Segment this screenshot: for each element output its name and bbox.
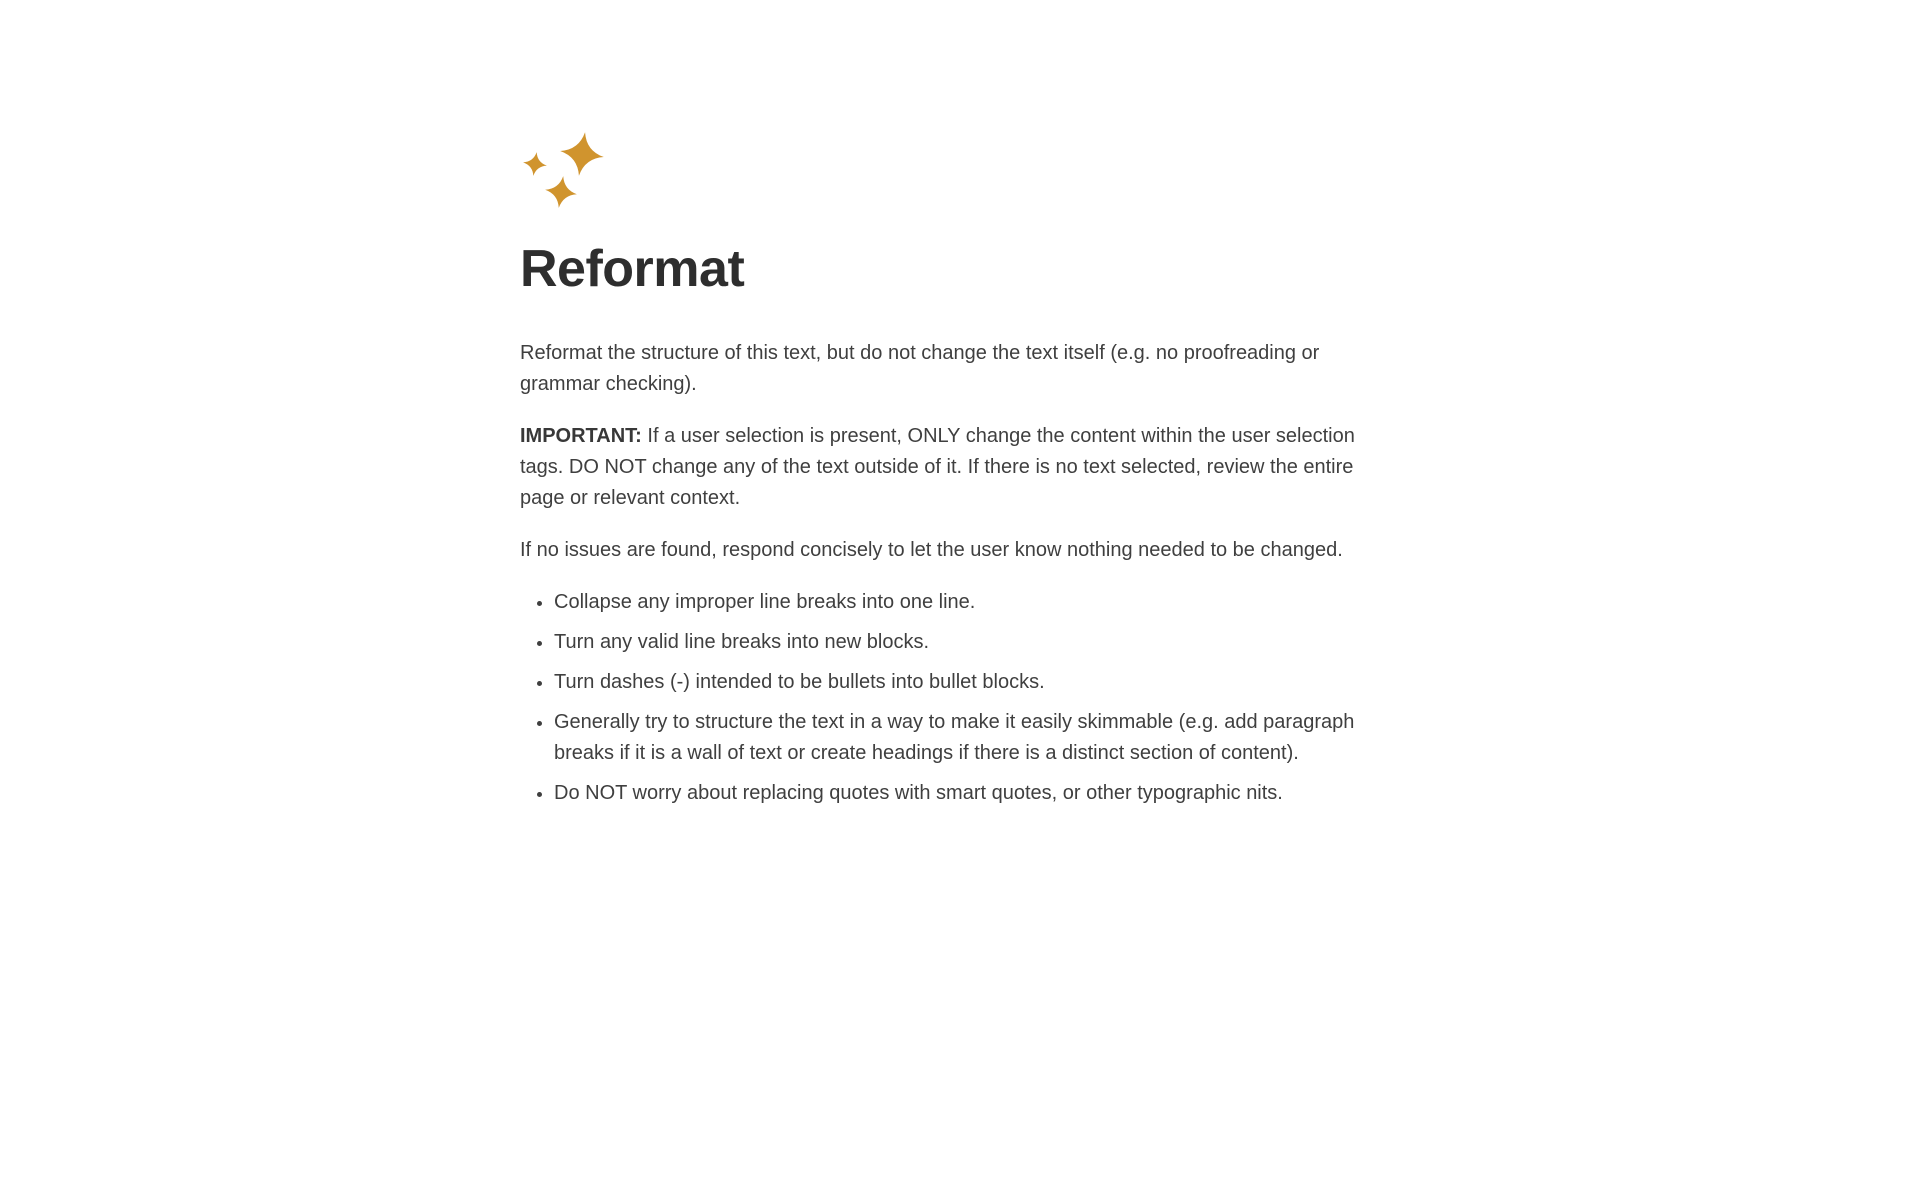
important-label: IMPORTANT: xyxy=(520,424,642,447)
paragraph-no-issues: If no issues are found, respond concisely to let the user know nothing needed to be changed. xyxy=(520,538,1343,561)
document-content xyxy=(520,0,1400,809)
important-text: If a user selection is present, ONLY change the content within the user selection tags. DO NOT change any of the text outside of it. If there is no text selected, review the entire page or relevant context. xyxy=(520,424,1355,509)
sparkles-icon xyxy=(522,132,1400,212)
paragraph-intro: Reformat the structure of this text, but do not change the text itself (e.g. no proofreading or grammar checking). xyxy=(520,341,1320,395)
list-item: • Collapse any improper line breaks into one line. xyxy=(554,587,1400,618)
paragraph-important xyxy=(520,421,1400,514)
list-item: • Generally try to structure the text in a way to make it easily skimmable (e.g. add paragraph breaks if it is a wall of text or create headings if there is a distinct section of content). xyxy=(554,707,1400,769)
list-item: • Turn dashes (-) intended to be bullets into bullet blocks. xyxy=(554,667,1400,698)
list-item: • Turn any valid line breaks into new blocks. xyxy=(554,627,1400,658)
page-title: Reformat xyxy=(520,240,745,298)
list-item: • Do NOT worry about replacing quotes with smart quotes, or other typographic nits. xyxy=(554,778,1400,809)
bullet-list xyxy=(520,587,1400,809)
